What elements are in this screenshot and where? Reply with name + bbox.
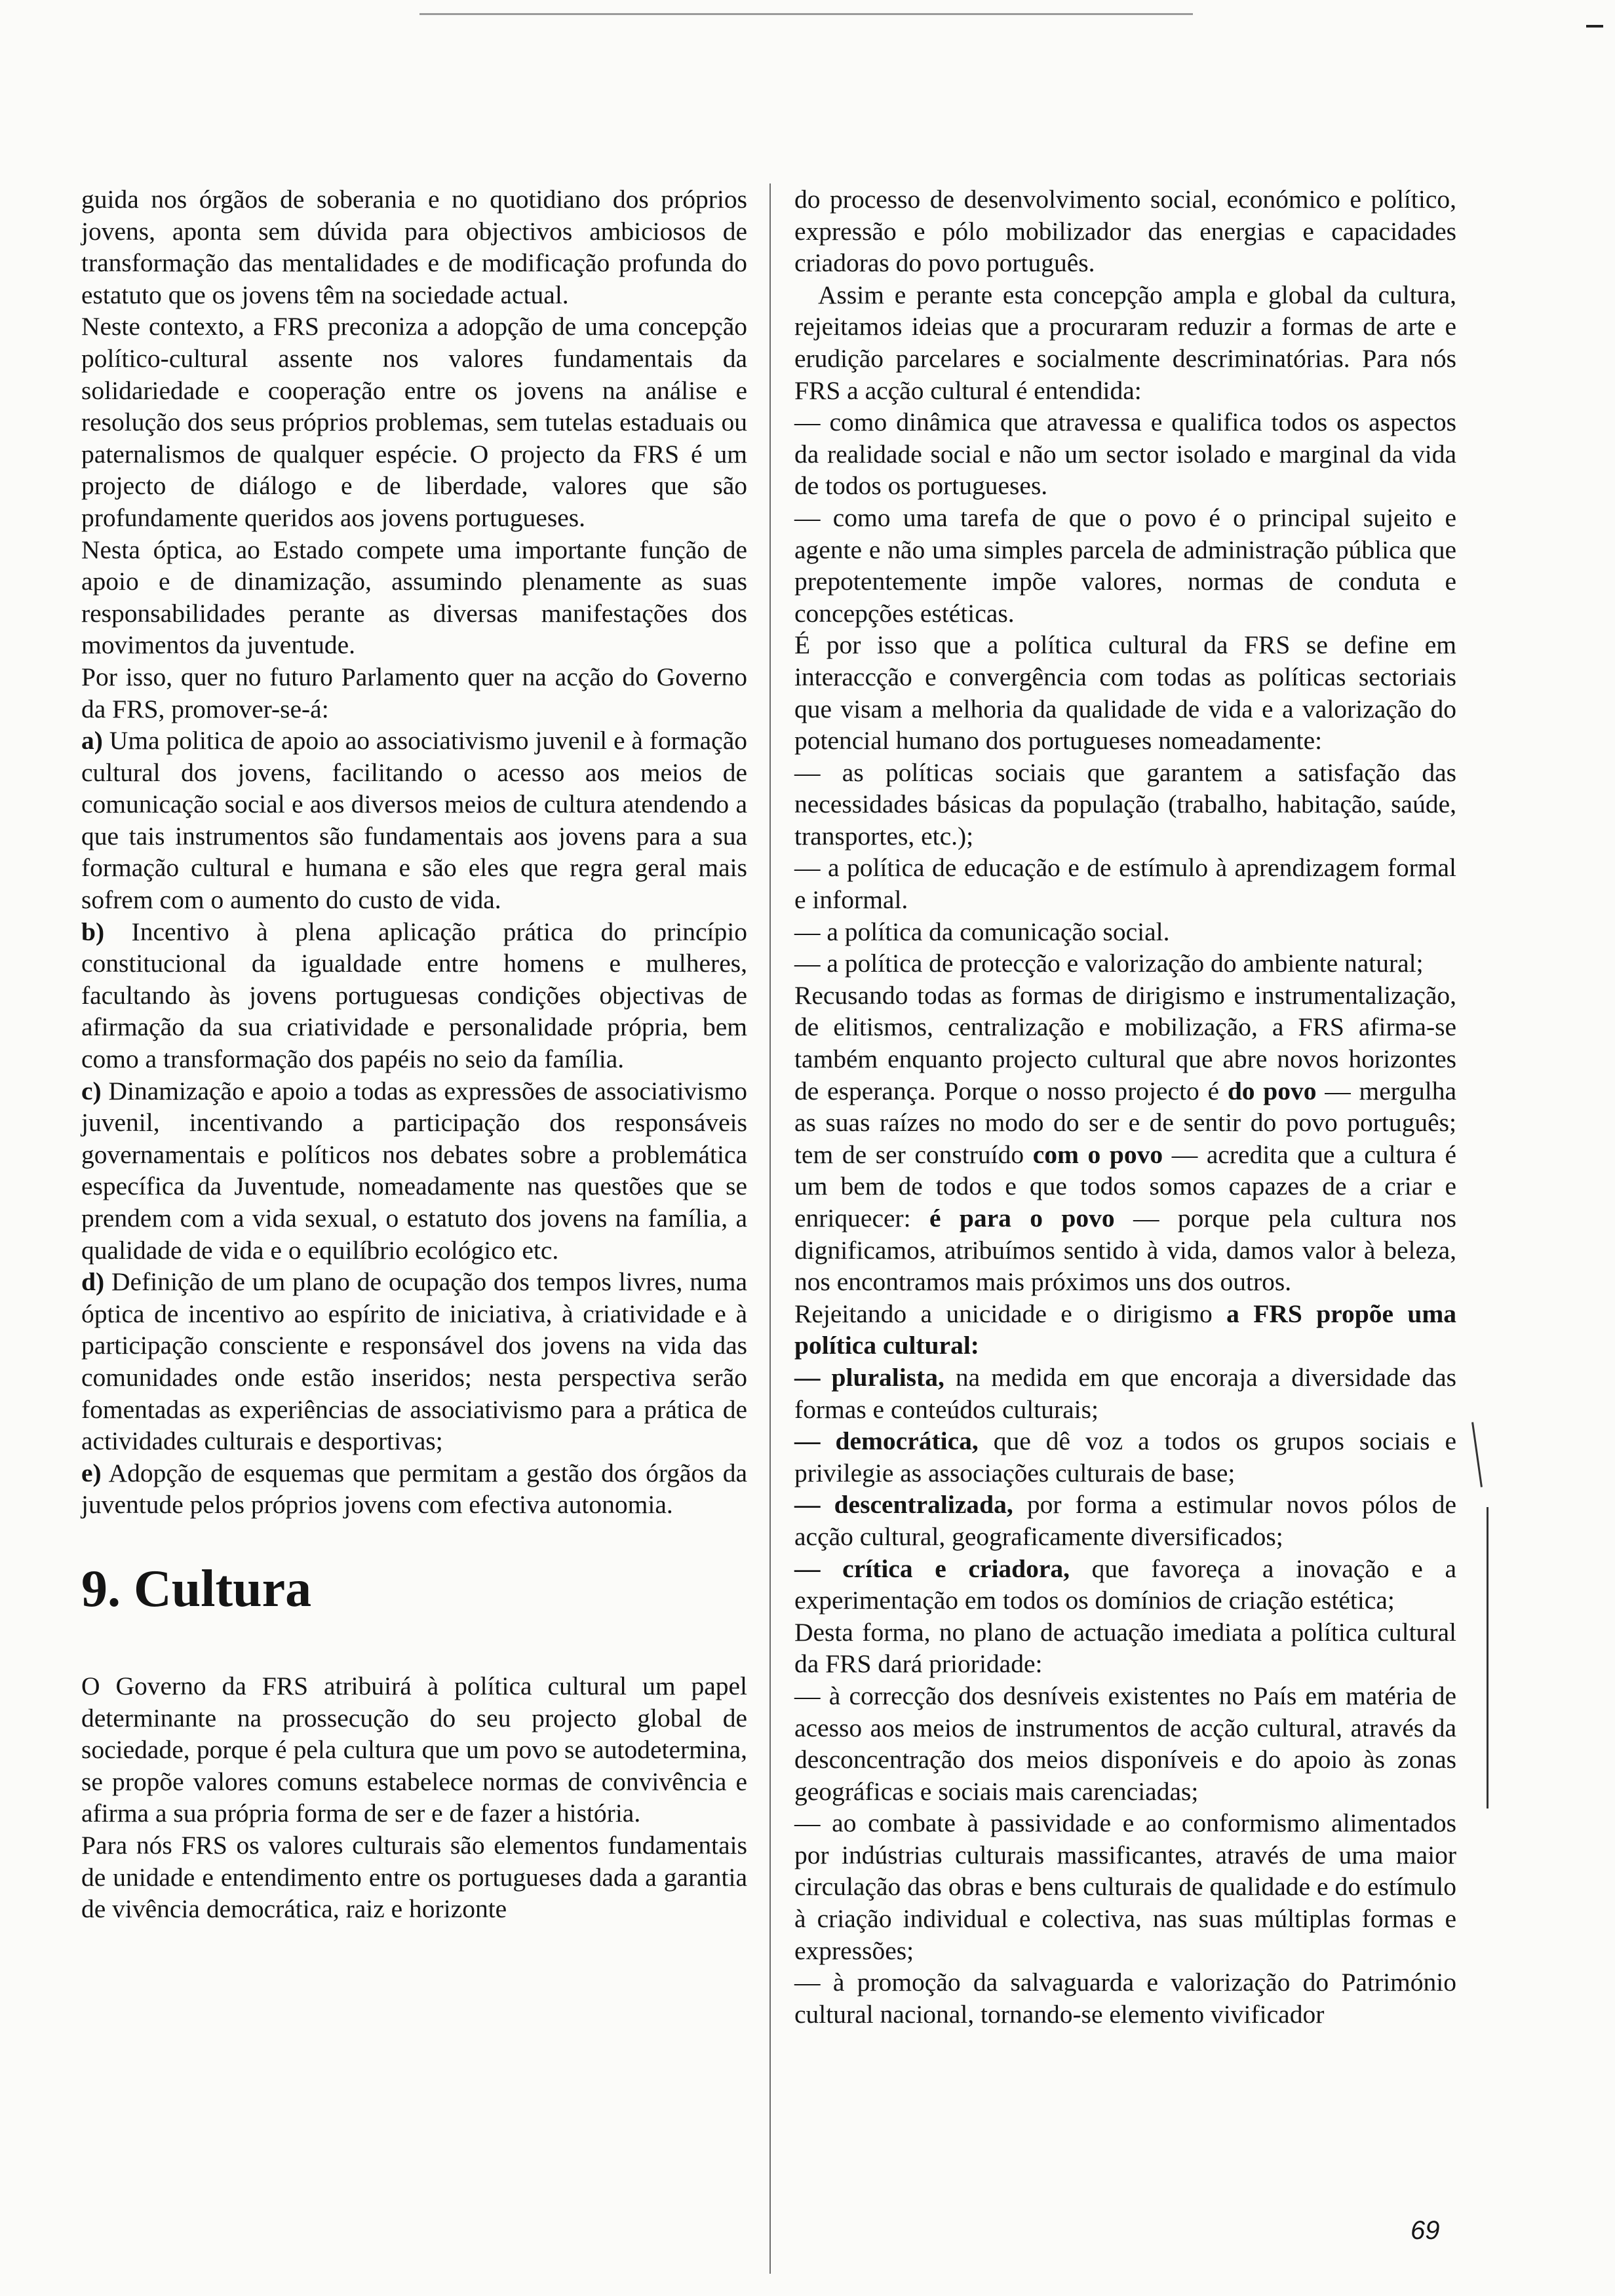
paragraph: Desta forma, no plano de actuação imediata a política cultural da FRS dará prioridade: <box>794 1617 1456 1679</box>
item-marker: e) <box>81 1458 102 1487</box>
dash-item: — a política da comunicação social. <box>794 917 1170 946</box>
item-text: Adopção de esquemas que permitam a gestão dos órgãos da juventude pelos próprios jovens com efectiva autonomia. <box>81 1458 747 1520</box>
item-text: Incentivo à plena aplicação prática do princípio constitucional da igualdade entre homens e mulheres, facultando às jovens portuguesas condições objectivas de afirmação da sua criatividade e personalidade própria, bem como a transformação dos papéis no seio da família. <box>81 917 747 1074</box>
text-run: Rejeitando a unicidade e o dirigismo <box>794 1299 1227 1328</box>
paragraph: do processo de desenvolvimento social, económico e político, expressão e pólo mobilizador das energias e capacidades criadoras do povo português. <box>794 185 1456 278</box>
feature-text: que favoreça a inovação e a experimentação em todos os domínios de criação estética; <box>794 1554 1456 1615</box>
paragraph: Nesta óptica, ao Estado compete uma importante função de apoio e de dinamização, assumindo plenamente as suas responsabilidades perante as diversas manifestações dos movimentos da juventude. <box>81 535 747 660</box>
margin-mark <box>1471 1422 1483 1487</box>
feature-item <box>794 1425 1456 1489</box>
list-item <box>81 1266 747 1457</box>
item-marker: d) <box>81 1267 105 1297</box>
emphasis: a FRS propõe uma política cultural: <box>794 1299 1456 1360</box>
item-marker: c) <box>81 1076 102 1105</box>
list-item <box>81 1075 747 1267</box>
emphasis: com o povo <box>1032 1139 1163 1169</box>
paragraph <box>794 1298 1456 1362</box>
page-number: 69 <box>1411 2216 1440 2245</box>
paragraph <box>794 980 1456 1298</box>
item-text: Uma politica de apoio ao associativismo juvenil e à formação cultural dos jovens, facilitando o acesso aos meios de comunicação social e aos diversos meios de cultura atendendo a que tais instrumentos são fundamentais aos jovens para a sua formação cultural e humana e são eles que regra geral mais sofrem com o aumento do custo de vida. <box>81 726 747 915</box>
item-text: Definição de um plano de ocupação dos tempos livres, numa óptica de incentivo ao espírito de iniciativa, à criatividade e à participação consciente e responsável dos jovens na vida das comunidades onde estão inseridos; nesta perspectiva serão fomentadas as experiências de associativismo para a prática de actividades culturais e desportivas; <box>81 1267 747 1456</box>
right-column <box>794 183 1456 2030</box>
paragraph: É por isso que a política cultural da FRS se define em interaccção e convergência com todas as políticas sectoriais que visam a melhoria da qualidade de vida e a valorização do potencial humano dos portugueses nomeadamente: <box>794 630 1456 756</box>
text-run: — porque pela cultura nos dignificamos, atribuímos sentido à vida, damos valor à beleza, nos encontramos mais próximos uns dos outros. <box>794 1204 1457 1297</box>
feature-text: que dê voz a todos os grupos sociais e privilegie as associações culturais de base; <box>794 1426 1456 1487</box>
text-run: — mergulha as suas raízes no modo do ser e de sentir do povo português; tem de ser construído <box>794 1076 1456 1169</box>
left-column <box>81 183 747 1925</box>
emphasis: é para o povo <box>929 1204 1115 1233</box>
list-item <box>81 916 747 1075</box>
top-rule <box>419 13 1193 15</box>
paragraph: Neste contexto, a FRS preconiza a adopção de uma concepção político-cultural assente nos valores fundamentais da solidariedade e cooperação entre os jovens na análise e resolução dos seus próprios problemas, sem tutelas estaduais ou paternalismos de qualquer espécie. O projecto da FRS é um projecto de diálogo e de liberdade, valores que são profundamente queridos aos jovens portugueses. <box>81 312 747 532</box>
dash-item: — as políticas sociais que garantem a satisfação das necessidades básicas da população (trabalho, habitação, saúde, transportes, etc.); <box>794 757 1456 851</box>
paragraph: O Governo da FRS atribuirá à política cultural um papel determinante na prossecução do seu projecto global de sociedade, porque é pela cultura que um povo se autodetermina, se propõe valores comuns estabelece normas de convivência e afirma a sua própria forma de ser e de fazer a história. <box>81 1671 747 1828</box>
item-marker: b) <box>81 917 105 946</box>
item-marker: a) <box>81 726 103 756</box>
feature-term: — crítica e criadora, <box>794 1554 1070 1583</box>
feature-term: — descentralizada, <box>794 1490 1013 1520</box>
text-run: Recusando todas as formas de dirigismo e instrumentalização, de elitismos, centralização e mobilização, a FRS afirma-se também enquanto projecto cultural que abre novos horizontes de esperança. Porque o nosso projecto é <box>794 980 1456 1105</box>
emphasis: do povo <box>1227 1076 1317 1105</box>
feature-term: — democrática, <box>794 1426 979 1456</box>
dash-item: — a política de educação e de estímulo à aprendizagem formal e informal. <box>794 853 1456 915</box>
feature-item <box>794 1489 1456 1552</box>
dash-item: — como uma tarefa de que o povo é o principal sujeito e agente e não uma simples parcela de administração pública que prepotentemente impõe valores, normas de conduta e concepções estéticas. <box>794 503 1456 628</box>
priority-item: — à promoção da salvaguarda e valorização do Património cultural nacional, tornando-se elemento vivificador <box>794 1968 1456 2029</box>
corner-mark <box>1586 25 1603 28</box>
list-item <box>81 725 747 916</box>
paragraph: Assim e perante esta concepção ampla e global da cultura, rejeitamos ideias que a procuraram reduzir a formas de arte e erudição parcelares e socialmente descriminatórias. Para nós FRS a acção cultural é entendida: <box>794 280 1456 405</box>
feature-text: por forma a estimular novos pólos de acção cultural, geograficamente diversificados; <box>794 1490 1456 1551</box>
dash-item: — como dinâmica que atravessa e qualifica todos os aspectos da realidade social e não um sector isolado e marginal da vida de todos os portugueses. <box>794 408 1456 501</box>
feature-text: na medida em que encoraja a diversidade das formas e conteúdos culturais; <box>794 1362 1456 1424</box>
text-run: — acredita que a cultura é um bem de todos e que todos somos capazes de a criar e enriquecer: <box>794 1139 1457 1233</box>
feature-item <box>794 1362 1456 1425</box>
feature-term: — pluralista, <box>794 1362 944 1392</box>
dash-item: — a política de protecção e valorização do ambiente natural; <box>794 949 1424 978</box>
paragraph: guida nos órgãos de soberania e no quotidiano dos próprios jovens, aponta sem dúvida para objectivos ambiciosos de transformação das mentalidades e de modificação profunda do estatuto que os jovens têm na sociedade actual. <box>81 185 747 309</box>
list-item <box>81 1457 747 1521</box>
priority-item: — ao combate à passividade e ao conformismo alimentados por indústrias culturais massificantes, através de uma maior circulação das obras e bens culturais de qualidade e do estímulo à criação individual e colectiva, nas suas múltiplas formas e expressões; <box>794 1808 1456 1965</box>
section-heading: 9. Cultura <box>81 1559 312 1618</box>
margin-mark <box>1487 1507 1489 1808</box>
paragraph: Para nós FRS os valores culturais são elementos fundamentais de unidade e entendimento entre os portugueses dada a garantia de vivência democrática, raiz e horizonte <box>81 1830 747 1924</box>
priority-item: — à correcção dos desníveis existentes no País em matéria de acesso aos meios de instrumentos de acção cultural, através da desconcentração dos meios disponíveis e do apoio às zonas geográficas e sociais mais carenciadas; <box>794 1681 1456 1806</box>
column-divider <box>769 183 771 2274</box>
item-text: Dinamização e apoio a todas as expressões de associativismo juvenil, incentivando a participação dos responsáveis governamentais e políticos nos debates sobre a problemática específica da Juventude, nomeadamente nas questões que se prendem com a vida sexual, o estatuto dos jovens na família, a qualidade de vida e o equilíbrio ecológico etc. <box>81 1076 747 1265</box>
paragraph: Por isso, quer no futuro Parlamento quer na acção do Governo da FRS, promover-se-á: <box>81 662 747 723</box>
feature-item <box>794 1553 1456 1617</box>
